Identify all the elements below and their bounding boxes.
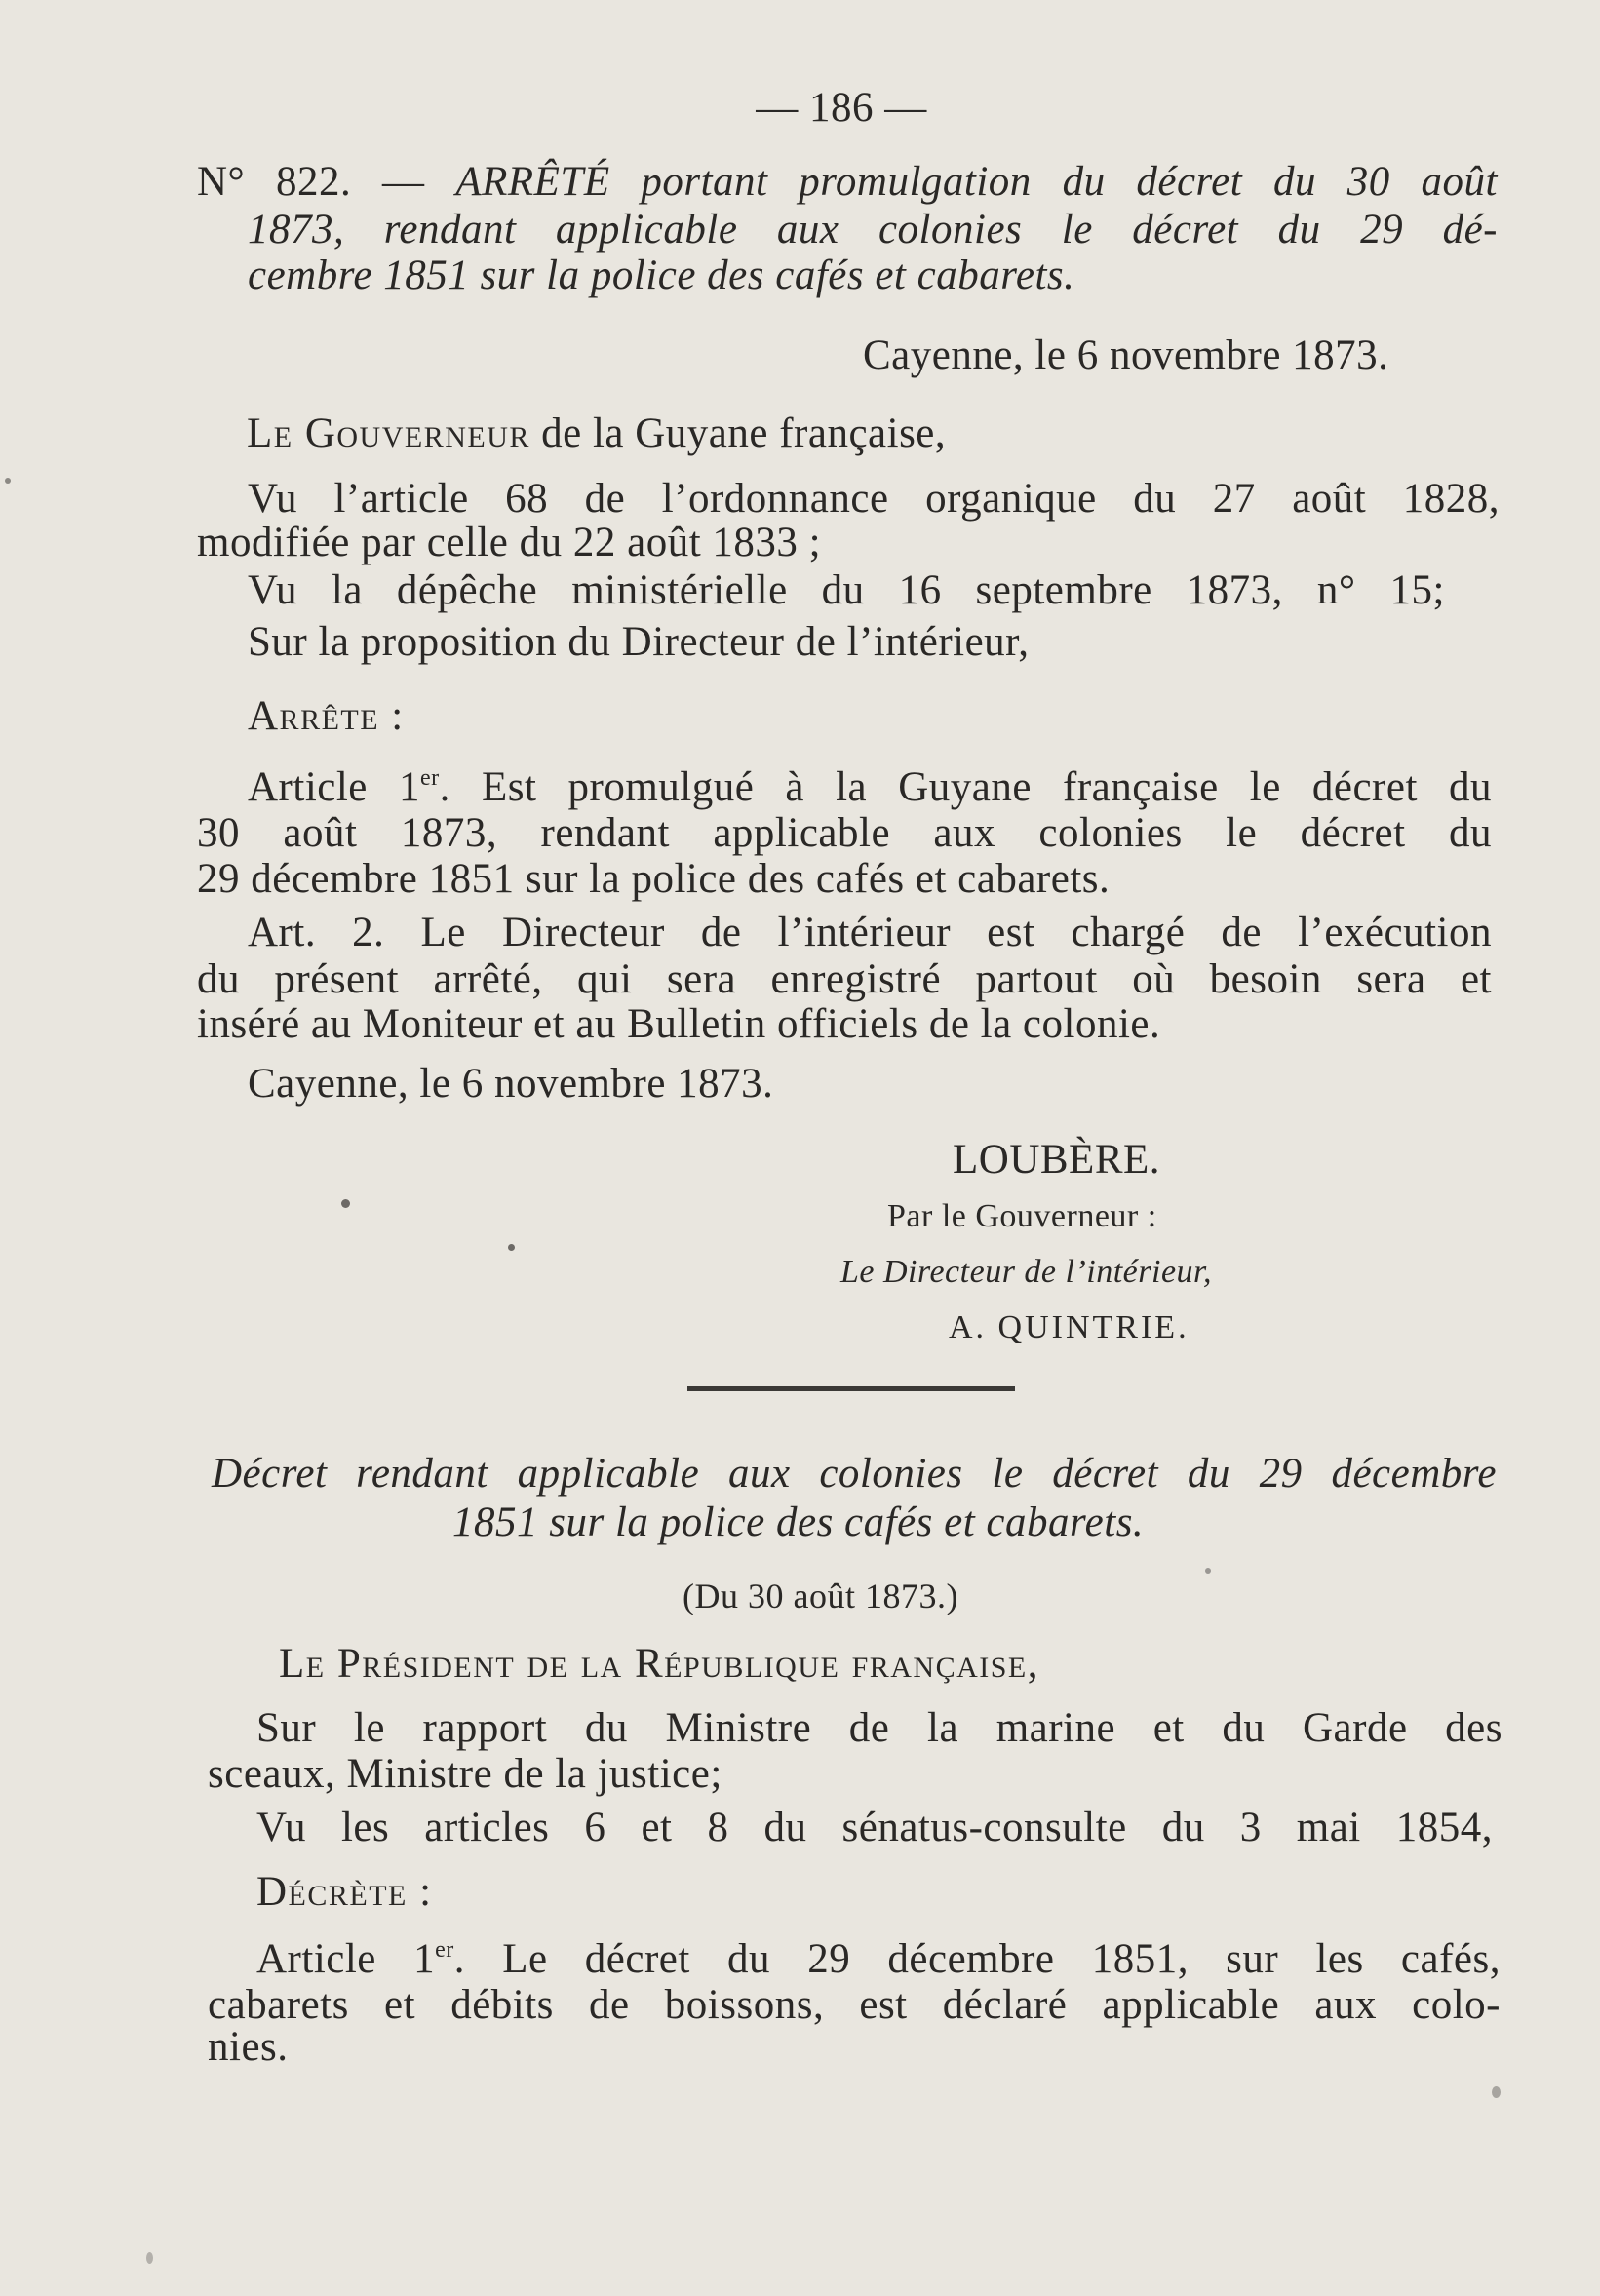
arrete-number: N° 822. —	[197, 159, 456, 205]
decret-article-1-line-3: nies.	[208, 2024, 289, 2070]
director-title: Le Directeur de l’intérieur,	[840, 1254, 1212, 1290]
president-title: Le Président de la République française	[279, 1641, 1028, 1687]
paper-speck	[5, 478, 11, 484]
proposal-line: Sur la proposition du Directeur de l’intérieur,	[248, 619, 1030, 665]
arrete-article-2-line-2: du présent arrêté, qui sera enregistré partout où besoin sera et	[197, 956, 1492, 1002]
arrete-authority	[247, 409, 946, 458]
arrete-heading-line-1	[197, 158, 1498, 207]
decret-title-line-1: Décret rendant applicable aux colonies le décret du 29 décembre	[212, 1451, 1497, 1497]
paper-speck	[508, 1244, 515, 1251]
decret-article-1-text: . Le décret du 29 décembre 1851, sur les cafés,	[453, 1936, 1501, 1982]
governor-signature: LOUBÈRE.	[953, 1137, 1161, 1183]
arrete-article-1-line-3: 29 décembre 1851 sur la police des cafés et cabarets.	[197, 856, 1111, 902]
paper-speck	[341, 1199, 350, 1208]
arrete-date-place: Cayenne, le 6 novembre 1873.	[863, 332, 1389, 378]
section-divider	[687, 1386, 1015, 1391]
closing-date: Cayenne, le 6 novembre 1873.	[248, 1061, 774, 1107]
director-name: A. QUINTRIE.	[949, 1309, 1190, 1345]
decret-vu-line: Vu les articles 6 et 8 du sénatus-consulte du 3 mai 1854,	[256, 1805, 1493, 1850]
article-1-text: . Est promulgué à la Guyane française le décret du	[439, 764, 1492, 810]
decret-authority	[279, 1640, 1038, 1689]
decret-title-line-2: 1851 sur la police des cafés et cabarets.	[452, 1499, 1145, 1545]
decret-article-1-line-1	[256, 1935, 1501, 1984]
arrete-article-1-line-2: 30 août 1873, rendant applicable aux colonies le décret du	[197, 810, 1492, 856]
by-order-line: Par le Gouverneur :	[887, 1198, 1157, 1234]
decret-decision: Décrète :	[256, 1869, 433, 1915]
arrete-heading-line-2: 1873, rendant applicable aux colonies le décret du 29 dé-	[248, 207, 1498, 253]
paper-speck	[1205, 1568, 1211, 1574]
arrete-article-2-line-1: Art. 2. Le Directeur de l’intérieur est chargé de l’exécution	[248, 910, 1492, 955]
vu-line-1b: modifiée par celle du 22 août 1833 ;	[197, 520, 822, 565]
decret-date: (Du 30 août 1873.)	[683, 1576, 958, 1615]
decret-article-1-label: Article 1	[256, 1936, 436, 1982]
arrete-heading-line-3: cembre 1851 sur la police des cafés et cabarets.	[248, 253, 1075, 298]
arrete-heading-text: ARRÊTÉ portant promulgation du décret du 30 août	[455, 159, 1498, 205]
article-1-superscript: er	[419, 765, 440, 791]
decret-report-line-2: sceaux, Ministre de la justice;	[208, 1751, 722, 1797]
president-title-tail: ,	[1027, 1641, 1039, 1687]
arrete-decision: Arrête :	[248, 693, 405, 739]
vu-line-1: Vu l’article 68 de l’ordonnance organique du 27 août 1828,	[248, 476, 1500, 522]
paper-speck	[146, 2252, 153, 2264]
arrete-article-2-line-3: inséré au Moniteur et au Bulletin officiels de la colonie.	[197, 1001, 1161, 1047]
decret-article-1-line-2: cabarets et débits de boissons, est déclaré applicable aux colo-	[208, 1982, 1501, 2028]
paper-speck	[1492, 2086, 1501, 2098]
arrete-article-1-line-1	[248, 763, 1492, 812]
authority-name: Le Gouverneur	[247, 410, 530, 456]
decret-report-line-1: Sur le rapport du Ministre de la marine et du Garde des	[256, 1705, 1502, 1751]
authority-rest: de la Guyane française,	[529, 410, 947, 456]
article-1-label: Article 1	[248, 764, 420, 810]
decret-article-1-superscript: er	[435, 1937, 454, 1963]
vu-line-2: Vu la dépêche ministérielle du 16 septembre 1873, n° 15;	[248, 567, 1445, 613]
page-number: — 186 —	[756, 85, 927, 131]
